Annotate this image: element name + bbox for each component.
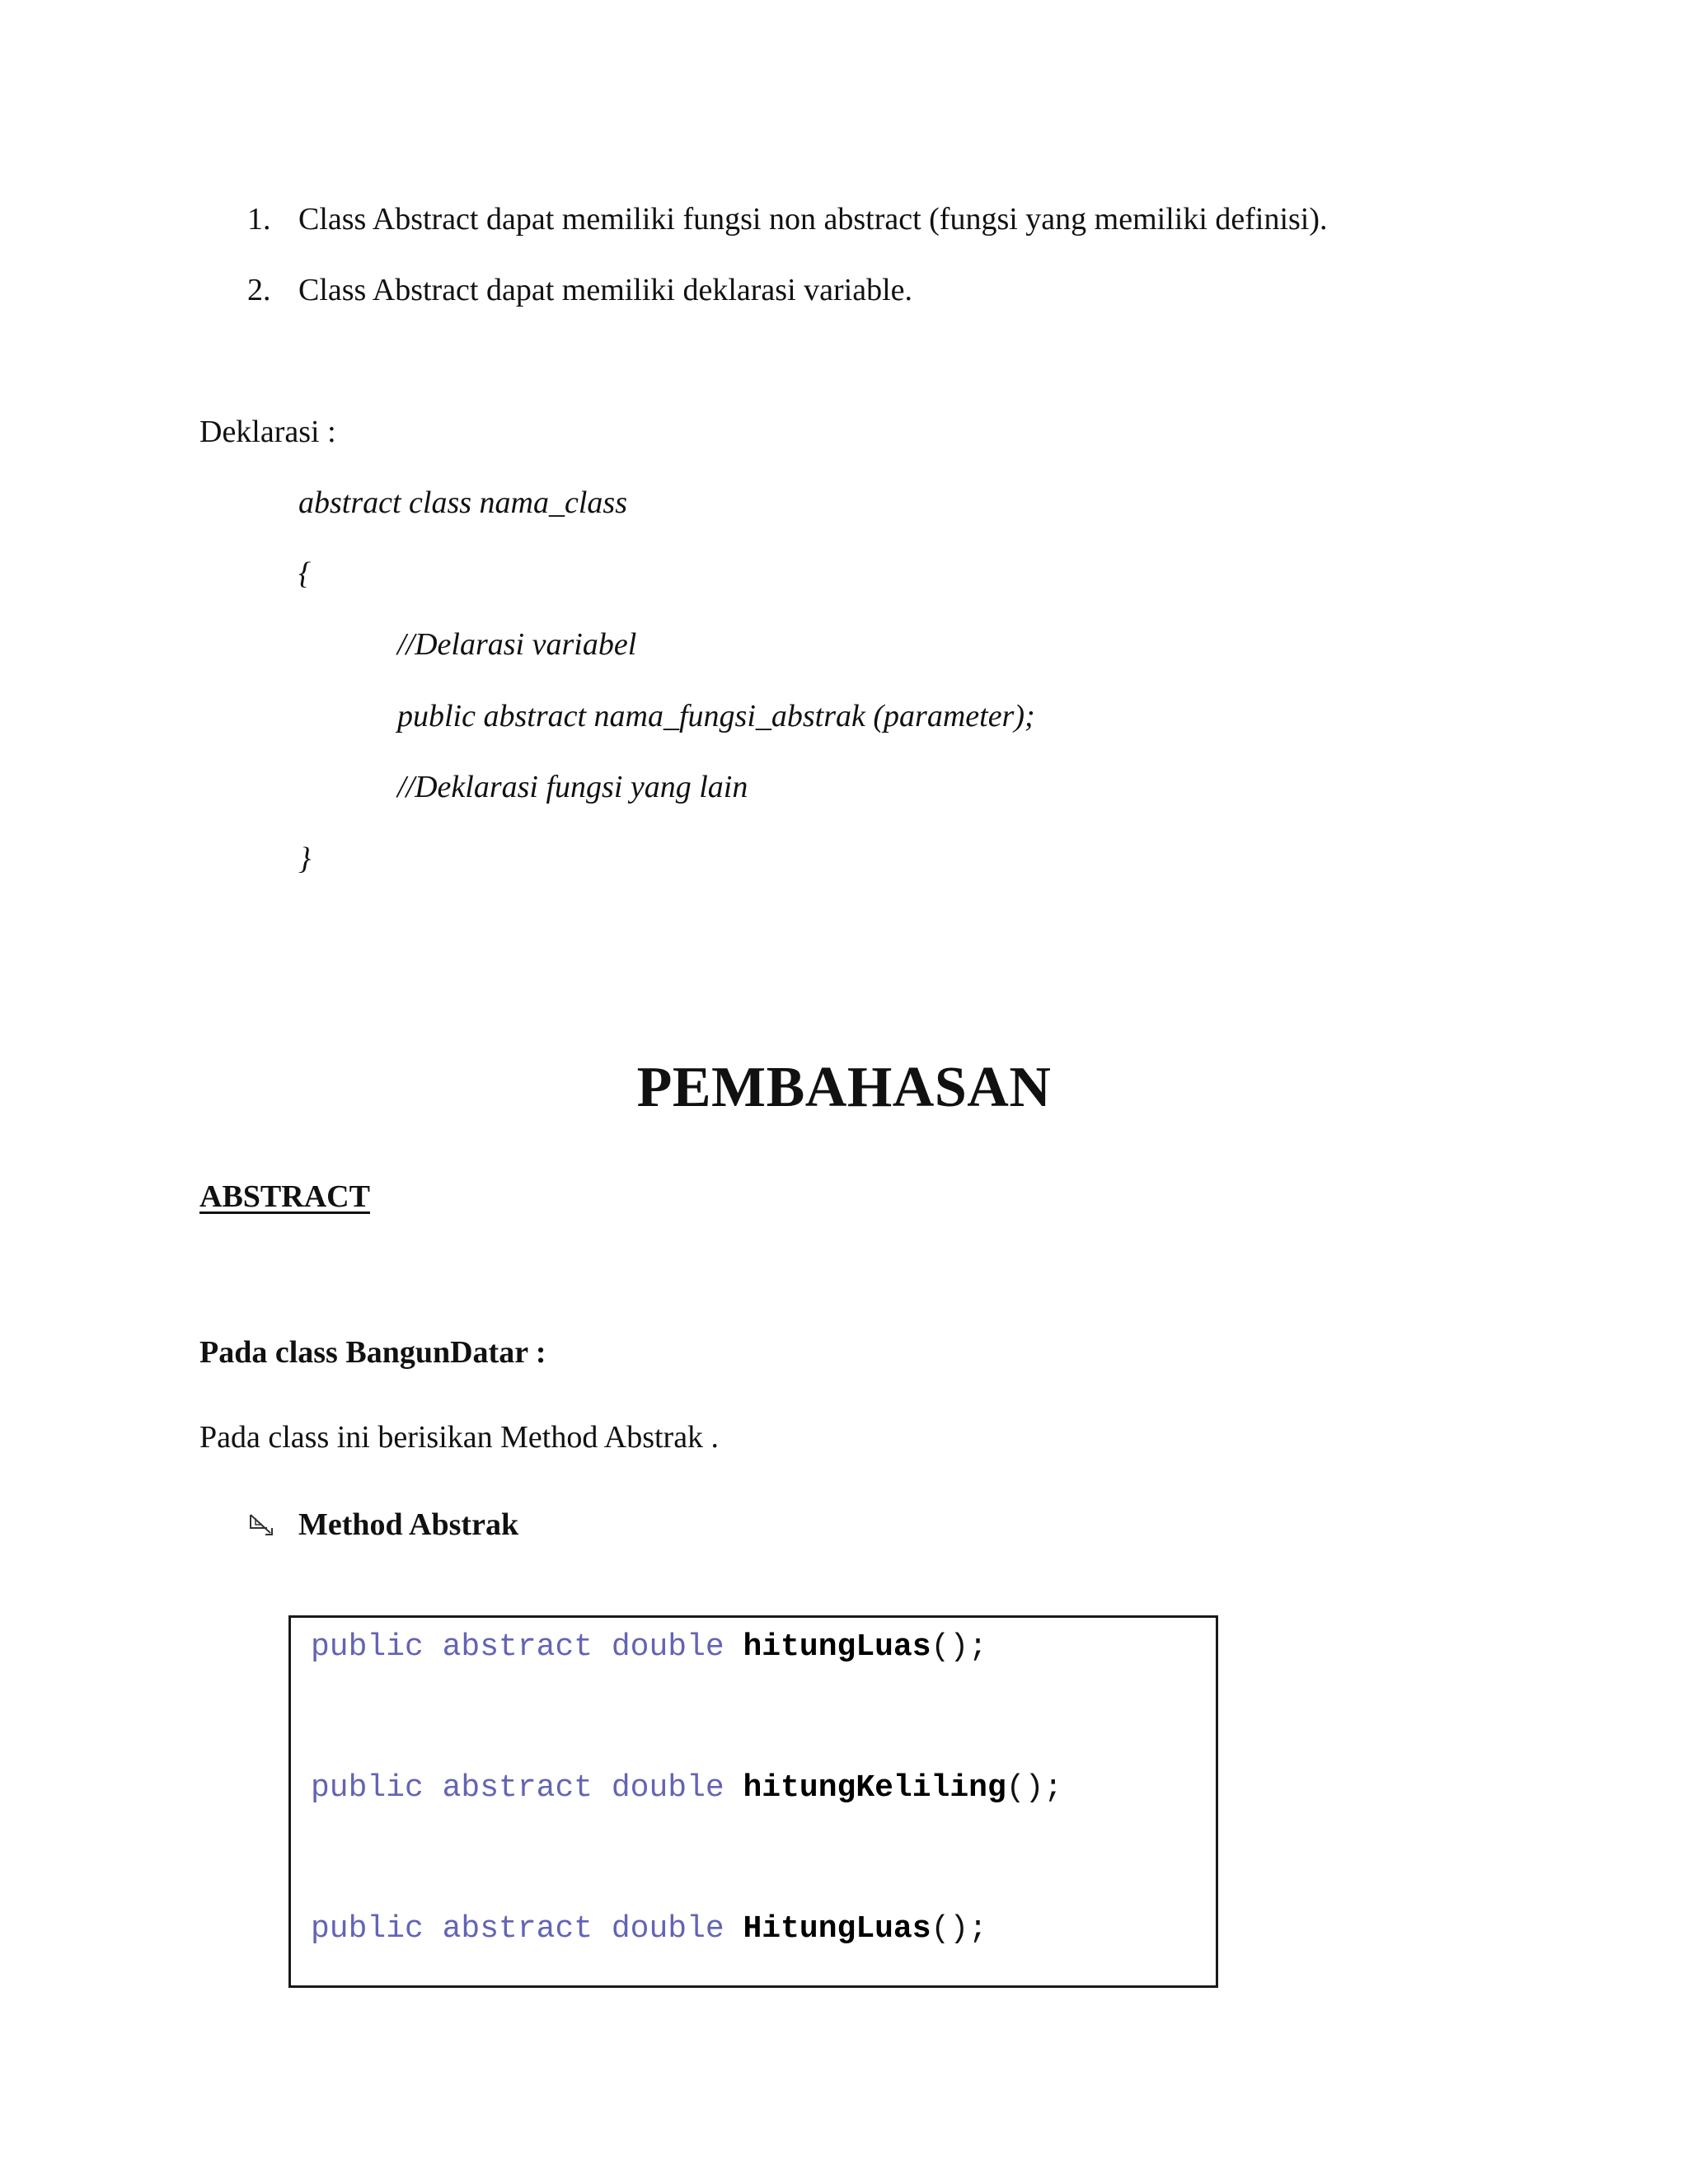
code-method-name: hitungLuas xyxy=(743,1629,931,1665)
code-suffix: (); xyxy=(931,1629,987,1665)
code-keywords: public abstract double xyxy=(311,1629,743,1665)
declaration-line-class: abstract class nama_class xyxy=(298,485,627,520)
list-number-1: 1. xyxy=(247,202,271,237)
class-subheading: Pada class BangunDatar : xyxy=(199,1335,546,1370)
list-item-2: Class Abstract dapat memiliki deklarasi variable. xyxy=(298,273,913,307)
class-description: Pada class ini berisikan Method Abstrak . xyxy=(199,1420,720,1455)
list-number-2: 2. xyxy=(247,273,271,307)
code-suffix: (); xyxy=(931,1911,987,1947)
bullet-label: Method Abstrak xyxy=(298,1507,519,1542)
declaration-line-function-comment: //Deklarasi fungsi yang lain xyxy=(397,770,748,804)
declaration-line-close-brace: } xyxy=(298,841,312,876)
code-keywords: public abstract double xyxy=(311,1770,743,1806)
list-item-1: Class Abstract dapat memiliki fungsi non abstract (fungsi yang memiliki definisi). xyxy=(298,202,1328,237)
declaration-line-open-brace: { xyxy=(298,556,312,591)
code-line-2 xyxy=(311,1769,1062,1808)
code-line-3 xyxy=(311,1910,987,1949)
declaration-line-variable-comment: //Delarasi variabel xyxy=(397,627,637,662)
code-method-name: hitungKeliling xyxy=(743,1770,1006,1806)
declaration-line-abstract-method: public abstract nama_fungsi_abstrak (parameter); xyxy=(397,699,1035,733)
section-label-abstract: ABSTRACT xyxy=(199,1179,370,1214)
code-line-1 xyxy=(311,1628,987,1667)
code-method-name: HitungLuas xyxy=(743,1911,931,1947)
code-suffix: (); xyxy=(1006,1770,1063,1806)
declaration-label: Deklarasi : xyxy=(199,415,336,449)
page-title: PEMBAHASAN xyxy=(636,1056,1052,1119)
code-keywords: public abstract double xyxy=(311,1911,743,1947)
arrow-bullet-icon xyxy=(247,1510,277,1544)
code-block xyxy=(288,1615,1218,1988)
